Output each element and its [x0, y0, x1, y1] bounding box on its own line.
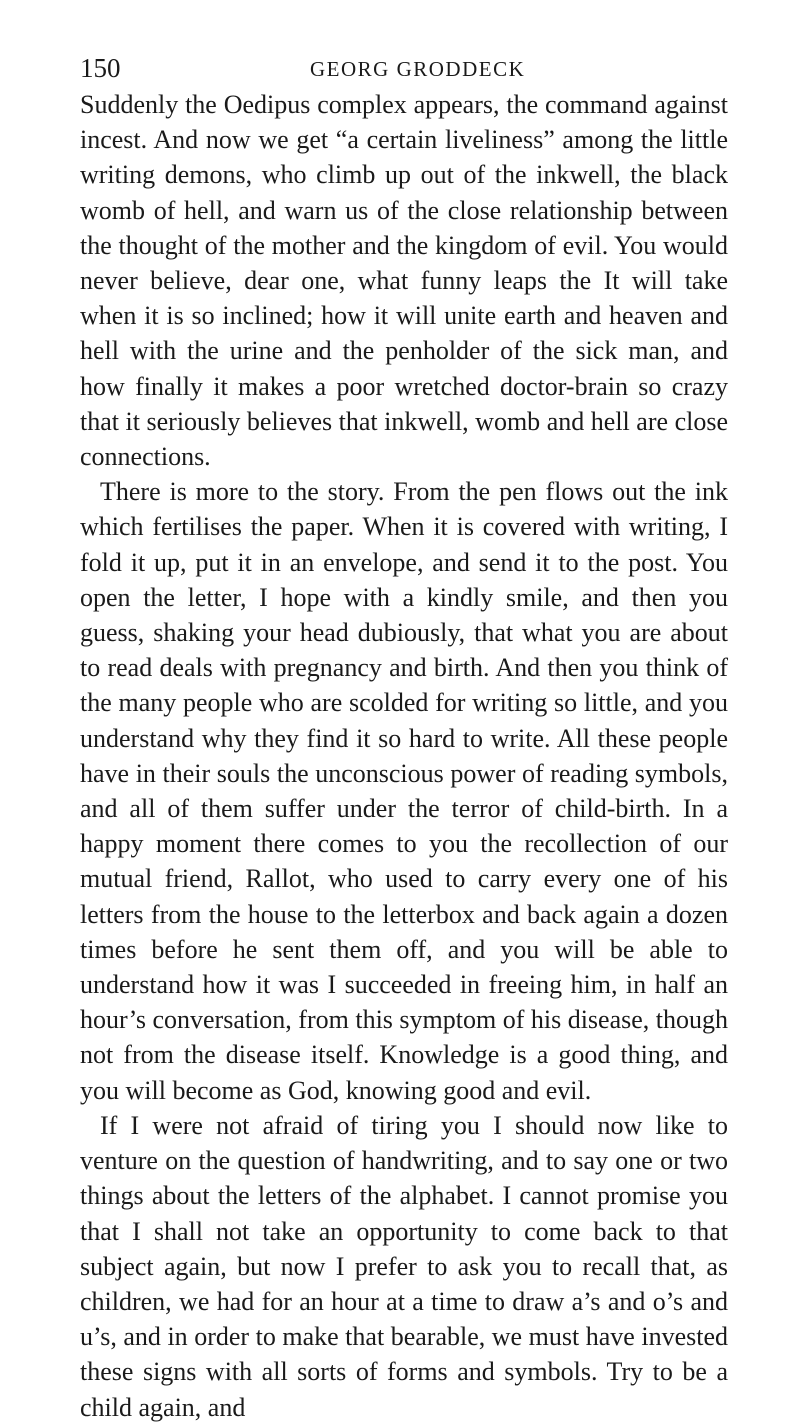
page-number: 150 — [80, 53, 121, 83]
paragraph-1: Suddenly the Oedipus complex appears, the command against incest. And now we get “a certain liveliness” among the little writing demons, who climb up out of the inkwell, the black womb of hell, and warn us of the close relationship between the thought of the mother and the kingdom of evil. You would never believe, dear one, what funny leaps the It will take when it is so inclined; how it will unite earth and heaven and hell with the urine and the penholder of the sick man, and how finally it makes a poor wretched doctor-brain so crazy that it seriously believes that inkwell, womb and hell are close connections. — [80, 90, 728, 472]
running-head — [80, 52, 730, 84]
paragraph-3: If I were not afraid of tiring you I should now like to venture on the question of handwriting, and to say one or two things about the letters of the alphabet. I cannot promise you that I shall not take an opportunity to come back to that subject again, but now I prefer to ask you to recall that, as children, we had for an hour at a time to draw a’s and o’s and u’s, and in order to make that bearable, we must have invested these signs with all sorts of forms and symbols. Try to be a child again, and — [80, 1110, 728, 1422]
body-text — [80, 87, 728, 1425]
paragraph-2: There is more to the story. From the pen flows out the ink which fertilises the paper. When it is covered with writing, I fold it up, put it in an envelope, and send it to the post. You open the letter, I hope with a kindly smile, and then you guess, shaking your head dubiously, that what you are about to read deals with pregnancy and birth. And then you think of the many people who are scolded for writing so little, and you understand why they find it so hard to write. All these people have in their souls the unconscious power of reading symbols, and all of them suffer under the terror of child-birth. In a happy moment there comes to you the recollection of our mutual friend, Rallot, who used to carry every one of his letters from the house to the letterbox and back again a dozen times before he sent them off, and you will be able to understand how it was I succeeded in freeing him, in half an hour’s conversation, from this symptom of his disease, though not from the disease itself. Knowledge is a good thing, and you will become as God, knowing good and evil. — [80, 477, 729, 1105]
running-title: GEORG GRODDECK — [310, 57, 526, 81]
